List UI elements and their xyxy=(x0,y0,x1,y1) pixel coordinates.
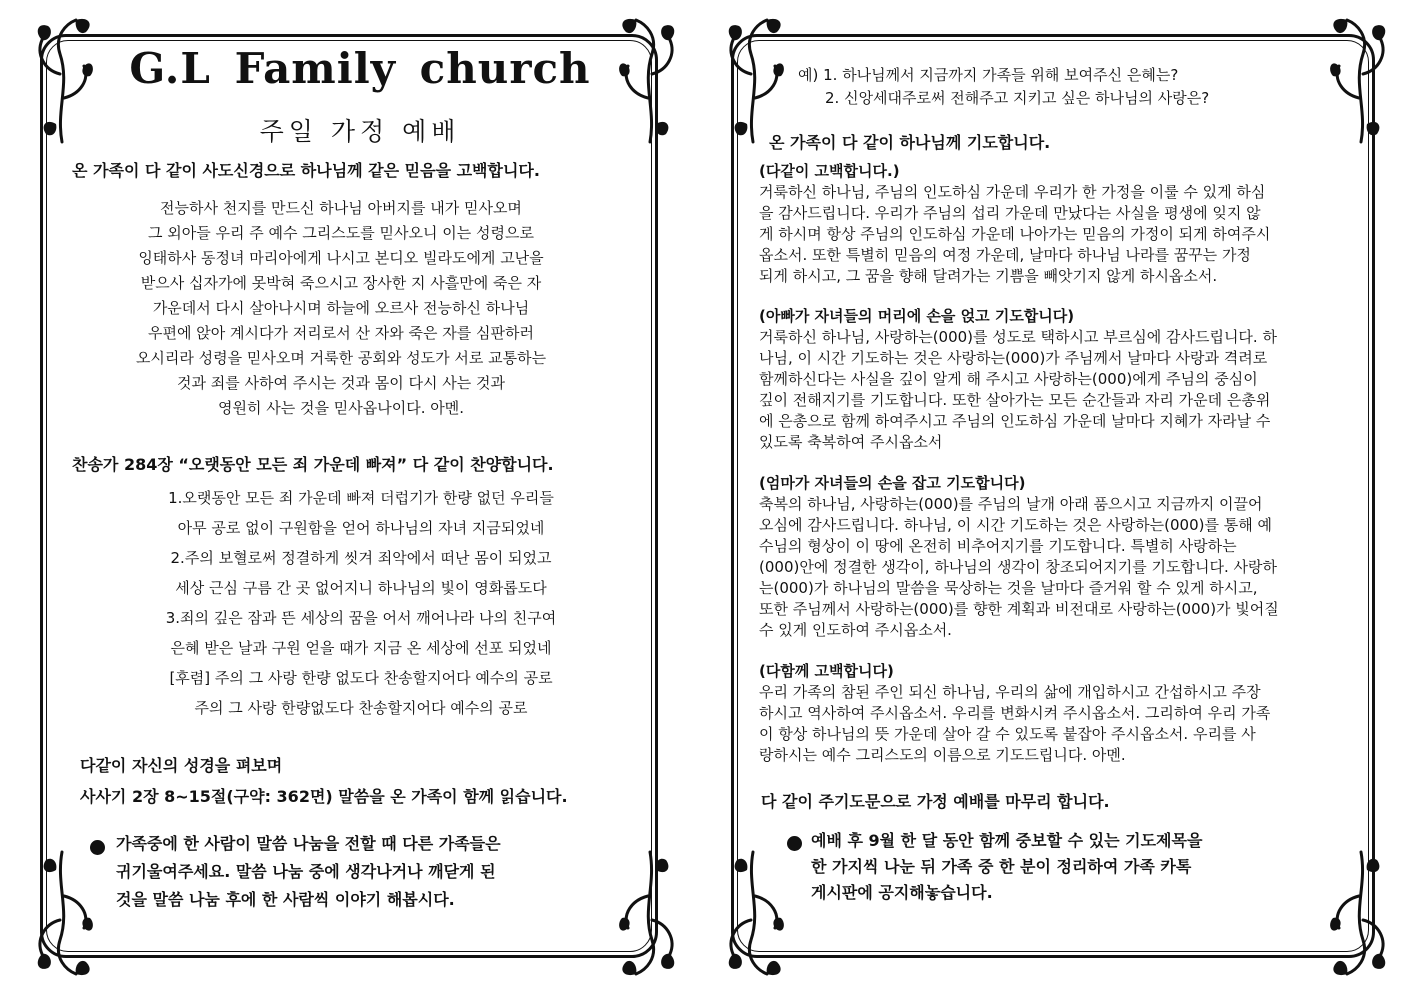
creed-line: 영원히 사는 것을 믿사옵나이다. 아멘. xyxy=(218,399,464,417)
prayer-line: 오심에 감사드립니다. 하나님, 이 시간 기도하는 것은 사랑하는(000)를 통해 예 xyxy=(759,516,1272,534)
creed-line: 받으사 십자가에 못박혀 죽으시고 장사한 지 사흘만에 죽은 자 xyxy=(140,274,542,292)
prayer-title: (다같이 고백합니다.) xyxy=(759,162,900,180)
creed-line: 것과 죄를 사하여 주시는 것과 몸이 다시 사는 것과 xyxy=(177,374,505,392)
prayer-line: 에 은총으로 함께 하여주시고 주님의 인도하심 가운데 날마다 지혜가 자라날 수 xyxy=(759,412,1271,430)
creed-heading: 온 가족이 다 같이 사도신경으로 하나님께 같은 믿음을 고백합니다. xyxy=(72,161,540,180)
prayer-title: (엄마가 자녀들의 손을 잡고 기도합니다) xyxy=(759,474,1026,492)
sharing-note-line: 귀기울여주세요. 말씀 나눔 중에 생각나거나 깨닫게 된 xyxy=(116,862,496,881)
creed-line: 그 외아들 우리 주 예수 그리스도를 믿사오니 이는 성령으로 xyxy=(148,224,534,242)
prayer-topic-line: 한 가지씩 나눈 뒤 가족 중 한 분이 정리하여 가족 카톡 xyxy=(811,857,1192,876)
prayer-line: 되게 하시고, 그 꿈을 향해 달려가는 기쁨을 빼앗기지 않게 하시옵소서. xyxy=(759,267,1218,285)
hymn-heading: 찬송가 284장 “오랫동안 모든 죄 가운데 빠져” 다 같이 찬양합니다. xyxy=(72,455,554,474)
sharing-note-line: 것을 말씀 나눔 후에 한 사람씩 이야기 해봅시다. xyxy=(116,890,455,909)
hymn-line: 2.주의 보혈로써 정결하게 씻겨 죄악에서 떠난 몸이 되었고 xyxy=(170,549,552,567)
church-title: G.L Family church xyxy=(129,44,591,93)
hymn-line: 은혜 받은 날과 구원 얻을 때가 지금 온 세상에 선포 되었네 xyxy=(170,639,552,657)
right-page xyxy=(703,0,1403,992)
prayer-line: 랑하시는 예수 그리스도의 이름으로 기도드립니다. 아멘. xyxy=(759,746,1126,764)
creed-text xyxy=(56,196,626,421)
service-subtitle: 주일 가정 예배 xyxy=(259,117,461,146)
prayer-line: 게 하시며 항상 주님의 인도하심 가운데 나아가는 믿음의 가정이 되게 하여주시 xyxy=(759,225,1271,243)
creed-line: 가운데서 다시 살아나시며 하늘에 오르사 전능하신 하나님 xyxy=(152,299,530,317)
hymn-line: 세상 근심 구름 간 곳 없어지니 하나님의 빛이 영화롭도다 xyxy=(175,579,547,597)
prayer-topic-note xyxy=(811,828,1202,906)
prayer-line: 거룩하신 하나님, 사랑하는(000)를 성도로 택하시고 부르심에 감사드립니다. 하 xyxy=(759,328,1277,346)
prayer-line: 수 있게 인도하여 주시옵소서. xyxy=(759,621,952,639)
prayer-line: 함께하신다는 사실을 깊이 알게 해 주시고 사랑하는(000)에게 주님의 중심이 xyxy=(759,370,1258,388)
prayer-line: 나님, 이 시간 기도하는 것은 사랑하는(000)가 주님께서 날마다 사랑과 격려로 xyxy=(759,349,1268,367)
prayer-line: 축복의 하나님, 사랑하는(000)를 주님의 날개 아래 품으시고 지금까지 이끌어 xyxy=(759,495,1263,513)
hymn-line: [후렴] 주의 그 사랑 한량 없도다 찬송할지어다 예수의 공로 xyxy=(169,669,553,687)
prayer-block xyxy=(759,306,1333,453)
prayer-line: 거룩하신 하나님, 주님의 인도하심 가운데 우리가 한 가정을 이룰 수 있게 하심 xyxy=(759,183,1266,201)
sharing-note-line: 가족중에 한 사람이 말씀 나눔을 전할 때 다른 가족들은 xyxy=(116,834,501,853)
prayer-line: (000)안에 정결한 생각이, 하나님의 생각이 창조되어지기를 기도합니다. 사랑하 xyxy=(759,558,1277,576)
creed-line: 우편에 앉아 계시다가 저리로서 산 자와 죽은 자를 심판하러 xyxy=(148,324,534,342)
hymn-line: 1.오랫동안 모든 죄 가운데 빠져 더럽기가 한량 없던 우리들 xyxy=(168,489,554,507)
example-question-1: 예) 1. 하나님께서 지금까지 가족들 위해 보여주신 은혜는? xyxy=(798,66,1179,84)
prayer-title: (아빠가 자녀들의 머리에 손을 얹고 기도합니다) xyxy=(759,307,1075,325)
prayer-line: 는(000)가 하나님의 말씀을 묵상하는 것을 날마다 즐거워 할 수 있게 하시고, xyxy=(759,579,1258,597)
prayer-line: 깊이 전해지기를 기도합니다. 또한 살아가는 모든 순간들과 자리 가운데 은총위 xyxy=(759,391,1271,409)
creed-line: 오시리라 성령을 믿사오며 거룩한 공회와 성도가 서로 교통하는 xyxy=(135,349,547,367)
prayer-line: 있도록 축복하여 주시옵소서 xyxy=(759,433,943,451)
closing-heading: 다 같이 주기도문으로 가정 예배를 마무리 합니다. xyxy=(761,792,1110,811)
creed-line: 전능하사 천지를 만드신 하나님 아버지를 내가 믿사오며 xyxy=(160,199,522,217)
prayer-title: (다함께 고백합니다) xyxy=(759,662,894,680)
prayer-topic-line: 예배 후 9월 한 달 동안 함께 중보할 수 있는 기도제목을 xyxy=(811,831,1203,850)
prayer-line: 을 감사드립니다. 우리가 주님의 섭리 가운데 만났다는 사실을 평생에 잊지 않 xyxy=(759,204,1261,222)
prayer-block xyxy=(759,161,1333,287)
creed-line: 잉태하사 동정녀 마리아에게 나시고 본디오 빌라도에게 고난을 xyxy=(138,249,544,267)
prayer-topic-line: 게시판에 공지해놓습니다. xyxy=(811,883,993,902)
bullet-icon xyxy=(787,836,802,851)
hymn-lyrics xyxy=(56,483,666,723)
hymn-line: 아무 공로 없이 구원함을 얻어 하나님의 자녀 지금되었네 xyxy=(177,519,545,537)
prayer-heading: 온 가족이 다 같이 하나님께 기도합니다. xyxy=(769,133,1051,152)
prayer-line: 또한 주님께서 사랑하는(000)를 향한 계획과 비전대로 사랑하는(000)가 빛어질 xyxy=(759,600,1279,618)
bullet-icon xyxy=(90,840,105,855)
prayer-line: 이 항상 하나님의 뜻 가운데 살아 갈 수 있도록 붙잡아 주시옵소서. 우리를 사 xyxy=(759,725,1256,743)
example-question-2: 2. 신앙세대주로써 전해주고 지키고 싶은 하나님의 사랑은? xyxy=(825,89,1210,107)
left-page xyxy=(0,0,700,992)
prayer-block xyxy=(759,661,1333,766)
prayer-line: 하시고 역사하여 주시옵소서. 우리를 변화시켜 주시옵소서. 그리하여 우리 가족 xyxy=(759,704,1271,722)
hymn-line: 주의 그 사랑 한량없도다 찬송할지어다 예수의 공로 xyxy=(194,699,528,717)
hymn-line: 3.죄의 깊은 잠과 뜬 세상의 꿈을 어서 깨어나라 나의 친구여 xyxy=(165,609,557,627)
scripture-reference: 사사기 2장 8~15절(구약: 362면) 말씀을 온 가족이 함께 읽습니다. xyxy=(80,787,568,806)
scripture-instruction: 다같이 자신의 성경을 펴보며 xyxy=(80,756,283,775)
prayer-line: 옵소서. 또한 특별히 믿음의 여정 가운데, 날마다 하나님 나라를 꿈꾸는 가정 xyxy=(759,246,1251,264)
sharing-note xyxy=(116,830,501,914)
prayer-block xyxy=(759,473,1333,641)
prayer-line: 우리 가족의 참된 주인 되신 하나님, 우리의 삶에 개입하시고 간섭하시고 주장 xyxy=(759,683,1261,701)
prayer-line: 수님의 형상이 이 땅에 온전히 비추어지기를 기도합니다. 특별히 사랑하는 xyxy=(759,537,1237,555)
